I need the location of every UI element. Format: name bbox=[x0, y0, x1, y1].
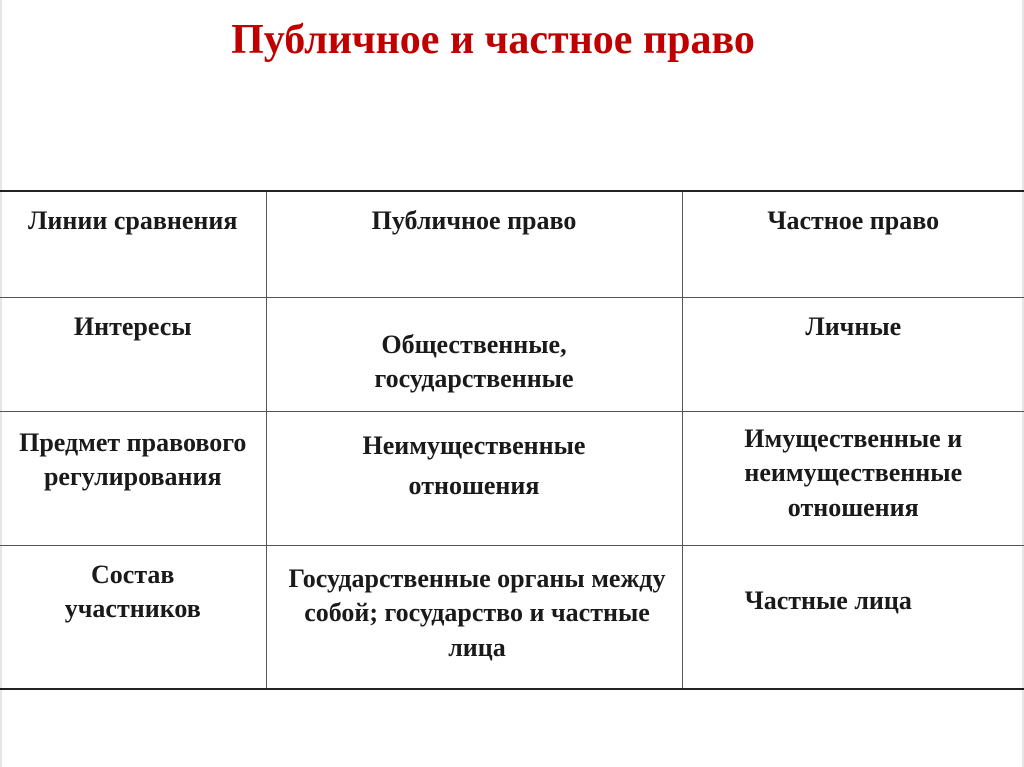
row-label-subject: Предмет правового регулирования bbox=[0, 411, 266, 545]
comparison-table bbox=[0, 190, 1024, 690]
row-label-participants: Состав участников bbox=[0, 545, 266, 689]
table-header-row bbox=[0, 191, 1024, 297]
table-row bbox=[0, 545, 1024, 689]
page-title: Публичное и частное право bbox=[231, 17, 755, 63]
row-label-interests: Интересы bbox=[0, 297, 266, 411]
header-comparison-lines: Линии сравнения bbox=[0, 191, 266, 297]
cell-private-subject: Имущественные и неимущественные отношения bbox=[682, 411, 1024, 545]
cell-public-interests: Общественные, государственные bbox=[266, 297, 682, 411]
cell-private-interests: Личные bbox=[682, 297, 1024, 411]
table-row bbox=[0, 297, 1024, 411]
cell-public-participants: Государственные органы между собой; государство и частные лица bbox=[266, 545, 682, 689]
header-private-law: Частное право bbox=[682, 191, 1024, 297]
header-public-law: Публичное право bbox=[266, 191, 682, 297]
table-row bbox=[0, 411, 1024, 545]
cell-private-participants: Частные лица bbox=[682, 545, 1024, 689]
cell-public-subject: Неимущественные отношения bbox=[266, 411, 682, 545]
